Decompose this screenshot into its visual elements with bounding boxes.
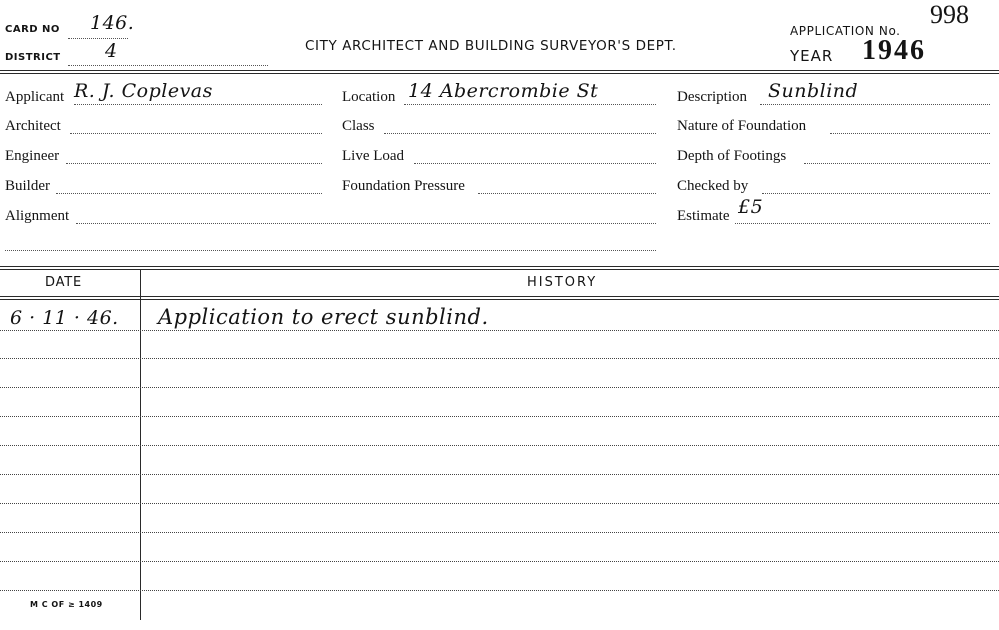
application-label: APPLICATION No.	[790, 24, 901, 38]
foundation-pressure-line	[478, 193, 656, 194]
dept-title: CITY ARCHITECT AND BUILDING SURVEYOR'S DEPT.	[305, 38, 677, 54]
history-top-rule-2	[0, 269, 999, 270]
location-value: 14 Abercrombie St	[408, 80, 599, 102]
applicant-line	[74, 104, 322, 105]
card-no-line	[68, 38, 128, 39]
header-rule-1	[0, 70, 999, 71]
checked-by-label: Checked by	[677, 178, 749, 194]
date-column-header: DATE	[45, 275, 83, 290]
engineer-label: Engineer	[5, 148, 60, 164]
estimate-value: £5	[738, 196, 764, 218]
location-label: Location	[342, 89, 396, 105]
history-row-line	[0, 416, 999, 417]
estimate-line	[735, 223, 990, 224]
history-row-line	[0, 503, 999, 504]
history-column-header: HISTORY	[527, 275, 598, 290]
foundation-pressure-label: Foundation Pressure	[342, 178, 465, 194]
engineer-line	[66, 163, 322, 164]
history-entry-text: Application to erect sunblind.	[158, 305, 489, 329]
extra-line	[5, 250, 656, 251]
live-load-label: Live Load	[342, 148, 405, 164]
history-row-line	[0, 330, 999, 331]
history-row-line	[0, 532, 999, 533]
depth-of-footings-line	[804, 163, 990, 164]
history-header-rule-1	[0, 296, 999, 297]
history-row-line	[0, 474, 999, 475]
card-no-value: 146.	[90, 12, 135, 34]
nature-of-foundation-line	[830, 133, 990, 134]
nature-of-foundation-label: Nature of Foundation	[677, 118, 807, 134]
history-row-line	[0, 590, 999, 591]
applicant-value: R. J. Coplevas	[74, 80, 213, 102]
history-row-line	[0, 561, 999, 562]
history-header-rule-2	[0, 299, 999, 300]
architect-label: Architect	[5, 118, 61, 134]
class-line	[384, 133, 656, 134]
location-line	[404, 104, 656, 105]
description-value: Sunblind	[768, 80, 859, 102]
depth-of-footings-label: Depth of Footings	[677, 148, 787, 164]
alignment-label: Alignment	[5, 208, 70, 224]
history-row-line	[0, 445, 999, 446]
year-label: YEAR	[790, 47, 834, 65]
header-rule-2	[0, 73, 999, 74]
application-number: 998	[930, 0, 969, 29]
history-top-rule-1	[0, 266, 999, 267]
district-label: DISTRICT	[5, 52, 61, 63]
form-code: M C OF ≥ 1409	[30, 600, 103, 609]
description-line	[760, 104, 990, 105]
alignment-line	[76, 223, 656, 224]
applicant-label: Applicant	[5, 89, 65, 105]
history-entry-date: 6 · 11 · 46.	[10, 307, 119, 329]
builder-line	[56, 193, 322, 194]
architect-line	[70, 133, 322, 134]
history-row-line	[0, 387, 999, 388]
live-load-line	[414, 163, 656, 164]
builder-label: Builder	[5, 178, 50, 194]
description-label: Description	[677, 89, 747, 105]
year-value: 1946	[862, 35, 926, 66]
history-row-line	[0, 358, 999, 359]
district-value: 4	[105, 40, 118, 62]
class-label: Class	[342, 118, 375, 134]
checked-by-line	[762, 193, 990, 194]
estimate-label: Estimate	[677, 208, 730, 224]
district-line	[68, 65, 268, 66]
card-no-label: CARD NO	[5, 24, 60, 35]
